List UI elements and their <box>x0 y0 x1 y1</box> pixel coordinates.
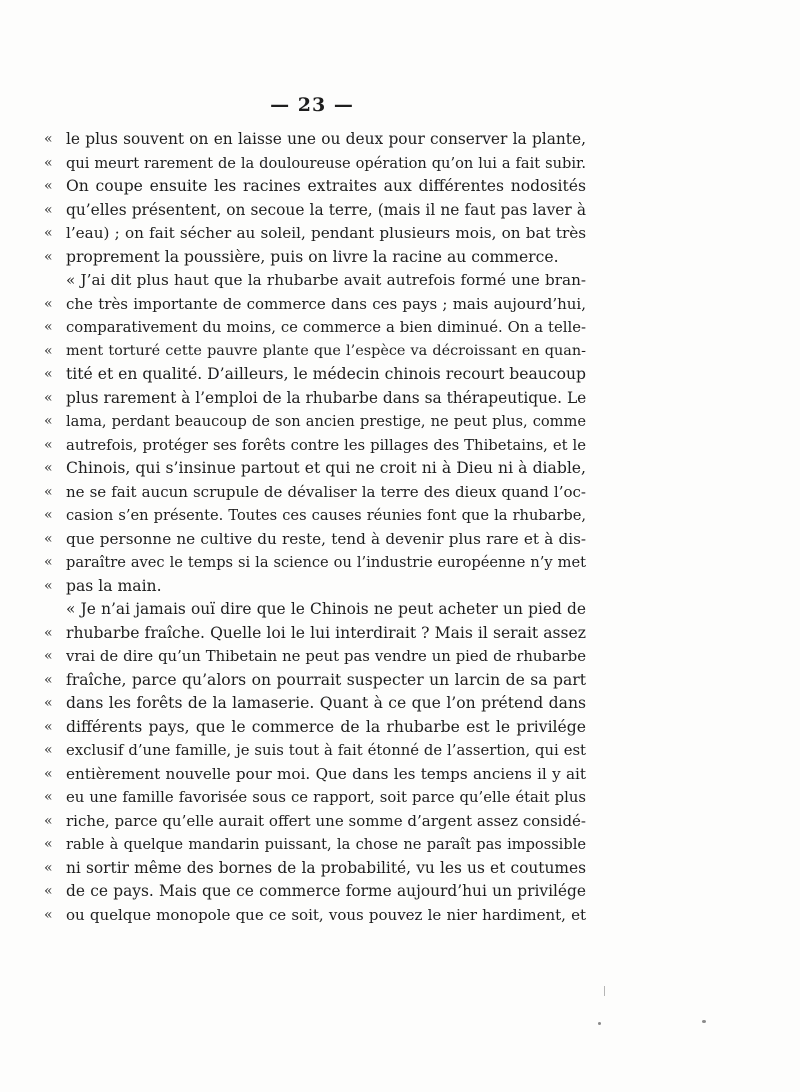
line-text: de ce pays. Mais que ce commerce forme aujourd’hui un privilége <box>66 882 586 900</box>
quote-mark: « <box>44 742 53 758</box>
text-line <box>44 716 586 740</box>
text-line <box>44 739 586 763</box>
quote-mark: « <box>44 507 53 523</box>
quote-mark: « <box>44 319 53 335</box>
line-text: que personne ne cultive du reste, tend à devenir plus rare et à dis- <box>66 529 586 548</box>
line-text: autrefois, protéger ses forêts contre les pillages des Thibetains, et le <box>66 436 586 454</box>
text-line <box>44 645 586 669</box>
text-line <box>44 457 586 481</box>
quote-mark: « <box>44 483 53 500</box>
quote-mark: « <box>44 906 53 923</box>
quote-mark: « <box>44 413 53 429</box>
quote-mark: « <box>44 225 53 241</box>
text-line <box>44 692 586 716</box>
quote-mark: « <box>44 883 53 899</box>
text-line <box>44 410 586 434</box>
quote-mark: « <box>44 131 53 147</box>
text-line <box>44 575 586 599</box>
text-line <box>44 551 586 575</box>
quote-mark: « <box>44 671 53 688</box>
text-line <box>44 786 586 810</box>
line-text: Chinois, qui s’insinue partout et qui ne croit ni à Dieu ni à diable, <box>66 459 586 477</box>
quote-mark: « <box>44 178 53 194</box>
quote-mark: « <box>44 577 53 594</box>
quote-mark: « <box>44 789 53 805</box>
line-text: fraîche, parce qu’alors on pourrait suspecter un larcin de sa part <box>66 670 586 689</box>
quote-mark: « <box>44 765 53 782</box>
page-number: — 23 — <box>270 94 354 116</box>
line-text: casion s’en présente. Toutes ces causes réunies font que la rhubarbe, <box>66 507 586 524</box>
line-text: ment torturé cette pauvre plante que l’espèce va décroissant en quan- <box>66 342 586 359</box>
line-text: « Je n’ai jamais ouï dire que le Chinois ne peut acheter un pied de <box>66 600 586 618</box>
text-line <box>44 622 586 646</box>
text-line <box>44 669 586 693</box>
quote-mark: « <box>44 530 53 547</box>
text-line <box>44 363 586 387</box>
quote-mark: « <box>44 342 53 359</box>
line-text: ne se fait aucun scrupule de dévaliser la terre des dieux quand l’oc- <box>66 482 586 501</box>
text-line <box>44 152 586 176</box>
line-text: qu’elles présentent, on secoue la terre, (mais il ne faut pas laver à <box>66 200 586 219</box>
quote-mark: « <box>44 624 53 641</box>
quote-mark: « <box>44 436 53 453</box>
text-line <box>44 598 586 622</box>
text-line <box>44 504 586 528</box>
quote-mark: « <box>44 154 53 171</box>
quote-mark: « <box>44 812 53 829</box>
line-text: eu une famille favorisée sous ce rapport, soit parce qu’elle était plus <box>66 789 586 806</box>
text-line <box>44 175 586 199</box>
text-line <box>44 340 586 364</box>
line-text: paraître avec le temps si la science ou l’industrie européenne n’y met <box>66 554 586 571</box>
line-text: ni sortir même des bornes de la probabilité, vu les us et coutumes <box>66 858 586 877</box>
quote-mark: « <box>44 248 53 265</box>
text-line <box>44 810 586 834</box>
line-text: ou quelque monopole que ce soit, vous pouvez le nier hardiment, et <box>66 905 586 924</box>
quote-mark: « <box>44 718 53 735</box>
paper-speck <box>604 986 605 996</box>
line-text: qui meurt rarement de la douloureuse opération qu’on lui a fait subir. <box>66 154 586 172</box>
paper-speck <box>598 1022 601 1025</box>
quote-mark: « <box>44 648 53 664</box>
text-line <box>44 880 586 904</box>
line-text: On coupe ensuite les racines extraites aux différentes nodosités <box>66 177 586 195</box>
line-text: plus rarement à l’emploi de la rhubarbe dans sa thérapeutique. Le <box>66 388 586 407</box>
quote-mark: « <box>44 836 53 852</box>
line-text: « J’ai dit plus haut que la rhubarbe avait autrefois formé une bran- <box>66 271 586 289</box>
quote-mark: « <box>44 201 53 218</box>
line-text: entièrement nouvelle pour moi. Que dans les temps anciens il y ait <box>66 764 586 783</box>
text-line <box>44 434 586 458</box>
line-text: le plus souvent on en laisse une ou deux pour conserver la plante, <box>66 130 586 148</box>
quote-mark: « <box>44 460 53 476</box>
line-text: pas la main. <box>66 576 162 595</box>
text-line <box>44 857 586 881</box>
text-line <box>44 316 586 340</box>
quote-mark: « <box>44 695 53 711</box>
quote-mark: « <box>44 366 53 382</box>
line-text: riche, parce qu’elle aurait offert une somme d’argent assez considé- <box>66 811 586 830</box>
quote-mark: « <box>44 389 53 406</box>
text-line <box>44 293 586 317</box>
line-text: comparativement du moins, ce commerce a bien diminué. On a telle- <box>66 319 586 336</box>
line-text: l’eau) ; on fait sécher au soleil, pendant plusieurs mois, on bat très <box>66 224 586 242</box>
text-line <box>44 199 586 223</box>
text-line <box>44 269 586 293</box>
text-line <box>44 222 586 246</box>
text-line <box>44 481 586 505</box>
body-text <box>44 128 586 927</box>
line-text: lama, perdant beaucoup de son ancien prestige, ne peut plus, comme <box>66 413 586 430</box>
line-text: dans les forêts de la lamaserie. Quant à ce que l’on prétend dans <box>66 694 586 712</box>
text-line <box>44 246 586 270</box>
line-text: rhubarbe fraîche. Quelle loi le lui interdirait ? Mais il serait assez <box>66 623 586 642</box>
line-text: différents pays, que le commerce de la rhubarbe est le privilége <box>66 717 586 736</box>
line-text: che très importante de commerce dans ces pays ; mais aujourd’hui, <box>66 294 586 313</box>
line-text: proprement la poussière, puis on livre la racine au commerce. <box>66 247 559 266</box>
line-text: exclusif d’une famille, je suis tout à fait étonné de l’assertion, qui est <box>66 742 586 759</box>
text-line <box>44 528 586 552</box>
quote-mark: « <box>44 295 53 312</box>
text-line <box>44 128 586 152</box>
text-line <box>44 763 586 787</box>
quote-mark: « <box>44 554 53 570</box>
text-line <box>44 904 586 928</box>
line-text: rable à quelque mandarin puissant, la chose ne paraît pas impossible <box>66 836 586 853</box>
line-text: tité et en qualité. D’ailleurs, le médecin chinois recourt beaucoup <box>66 365 586 383</box>
quote-mark: « <box>44 859 53 876</box>
paper-speck <box>702 1020 706 1023</box>
line-text: vrai de dire qu’un Thibetain ne peut pas vendre un pied de rhubarbe <box>66 648 586 665</box>
text-line <box>44 387 586 411</box>
text-line <box>44 833 586 857</box>
